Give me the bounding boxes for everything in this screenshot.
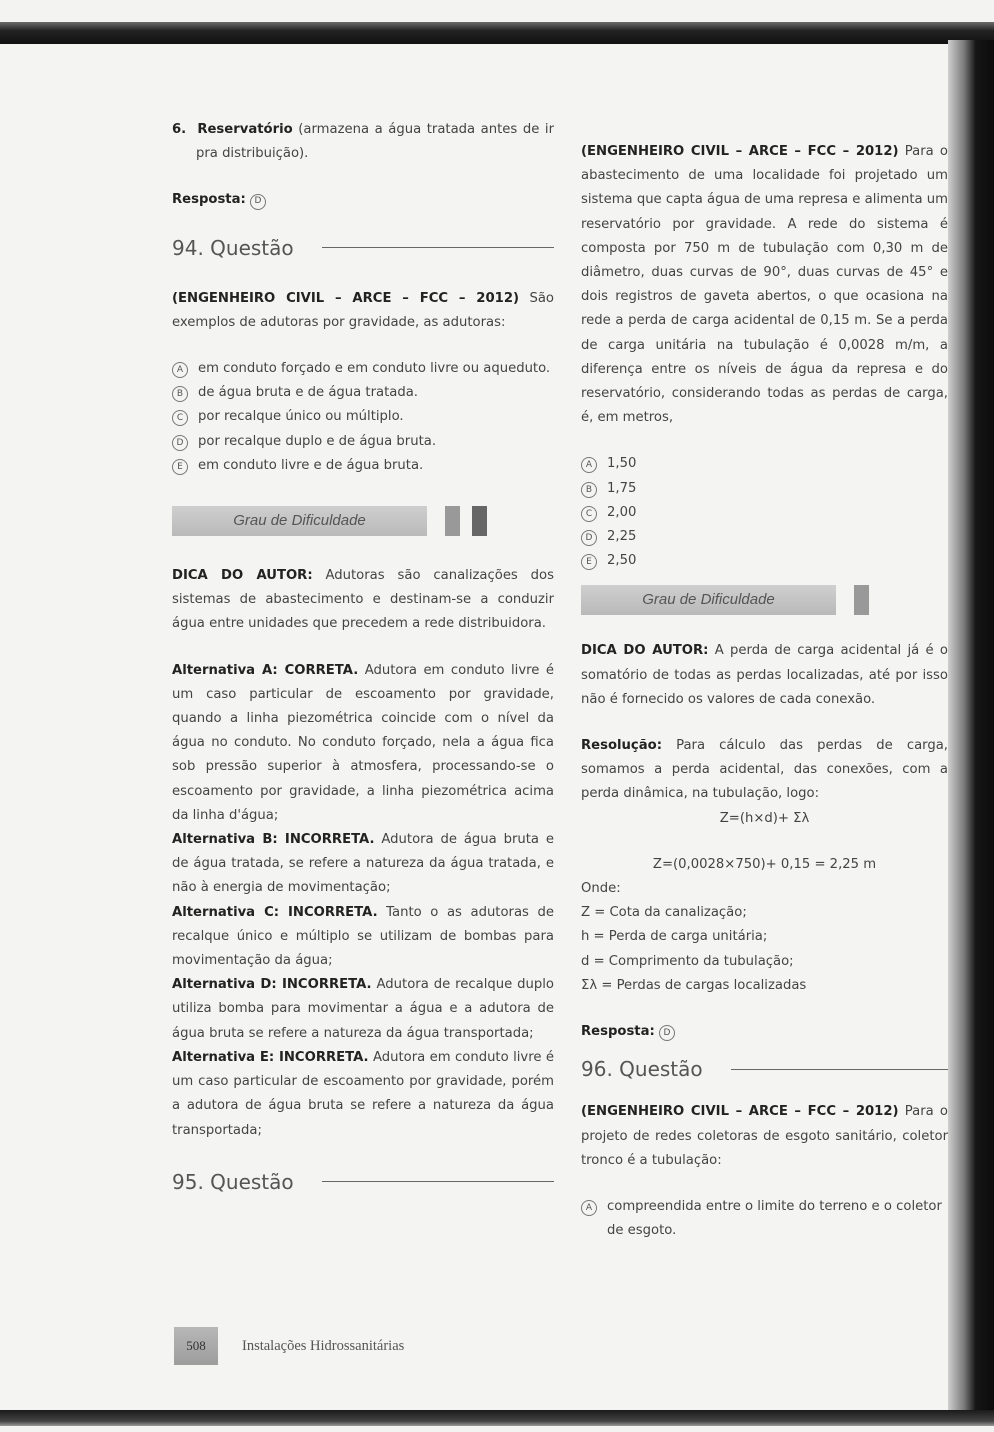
question-95-heading: [172, 1165, 554, 1199]
difficulty-block: [445, 506, 460, 536]
answer-95: [581, 1020, 948, 1044]
heading-rule: [322, 1181, 554, 1182]
item-6-number: 6.: [172, 122, 187, 137]
alternative-label: Alternativa B: INCORRETA.: [172, 832, 375, 848]
item-6-title: Reservatório: [197, 122, 293, 137]
author-tip: [172, 564, 554, 637]
alternative-label: Alternativa D: INCORRETA.: [172, 977, 372, 993]
option-d[interactable]: [581, 525, 948, 549]
alternative-e: [172, 1046, 554, 1143]
author-tip-label: DICA DO AUTOR:: [581, 643, 709, 659]
alternative-label: Alternativa C: INCORRETA.: [172, 904, 378, 920]
difficulty-indicator: [581, 583, 948, 617]
option-b[interactable]: [581, 477, 948, 501]
formula-computed: Z=(0,0028×750)+ 0,15 = 2,25 m: [652, 856, 877, 872]
option-text: por recalque duplo e de água bruta.: [198, 433, 437, 449]
option-letter: A: [172, 362, 188, 378]
alternative-text: Adutora de recalque duplo utiliza bomba para movimentar a água e a adutora de água bruta se refere a natureza da água transportada;: [172, 977, 554, 1041]
option-text: 1,75: [607, 480, 637, 496]
alternative-label: Alternativa A: CORRETA.: [172, 662, 359, 678]
option-letter: D: [581, 530, 597, 546]
option-text: compreendida entre o limite do terreno e o coletor de esgoto.: [607, 1198, 942, 1239]
option-a[interactable]: [581, 452, 948, 476]
option-letter: E: [172, 459, 188, 475]
onde-label: Onde:: [581, 881, 621, 897]
alternative-text: Adutora de água bruta e de água tratada, se refere a natureza da água tratada, e não à energia de movimentação;: [172, 832, 554, 896]
item-6-text: (armazena a água tratada antes de ir pra distribuição).: [196, 122, 554, 162]
option-letter: B: [172, 386, 188, 402]
option-letter: D: [172, 435, 188, 451]
book-title: Instalações Hidrossanitárias: [242, 1337, 405, 1354]
difficulty-block: [472, 506, 487, 536]
alternative-d: [172, 973, 554, 1046]
difficulty-label: Grau de Dificuldade: [581, 585, 836, 615]
heading-rule: [731, 1069, 948, 1070]
definition: h = Perda de carga unitária;: [581, 929, 768, 945]
question-96-title: 96. Questão: [581, 1057, 703, 1082]
question-95-text: Para o abastecimento de uma localidade foi projetado um sistema que capta água de uma represa e alimenta um reservatório por gravidade. A rede do sistema é composta por 750 m de tubulação com 0,30 m de diâmetro, duas curvas de 90°, duas curvas de 45° e dois registros de gaveta abertos, o que ocasiona na rede a perda de carga acidental de 0,15 m. Se a perda de carga unitária na tubulação é 0,0028 m/m, a diferença entre os níveis de água da represa e do reservatório, considerando todas as perdas de carga, é, em metros,: [581, 144, 948, 426]
option-text: 2,00: [607, 504, 637, 520]
resolution-label: Resolução:: [581, 738, 662, 754]
question-95-title: 95. Questão: [172, 1169, 294, 1194]
question-94-text: São exemplos de adutoras por gravidade, as adutoras:: [172, 290, 554, 330]
question-95-statement: [581, 140, 948, 430]
difficulty-block: [854, 585, 869, 615]
right-column: [581, 140, 948, 1243]
alternative-text: Tanto o as adutoras de recalque único e múltiplo se utilizam de bombas para movimentação da água;: [172, 904, 554, 969]
resolution: [581, 734, 948, 807]
option-letter: A: [581, 457, 597, 473]
difficulty-label: Grau de Dificuldade: [172, 506, 427, 536]
option-c[interactable]: [581, 501, 948, 525]
scan-border-bottom: [0, 1410, 994, 1426]
option-d[interactable]: [172, 430, 554, 454]
option-letter: A: [581, 1200, 597, 1216]
scan-border-top: [0, 22, 994, 44]
alternative-b: [172, 828, 554, 901]
question-95-source: (ENGENHEIRO CIVIL – ARCE – FCC – 2012): [581, 144, 899, 159]
author-tip-label: DICA DO AUTOR:: [172, 568, 313, 584]
option-c[interactable]: [172, 405, 554, 429]
question-96-text: Para o projeto de redes coletoras de esgoto sanitário, coletor tronco é a tubulação:: [581, 1104, 948, 1168]
page-footer: [174, 1327, 404, 1365]
alternative-c: [172, 901, 554, 974]
option-text: por recalque único ou múltiplo.: [198, 409, 404, 425]
option-text: em conduto livre e de água bruta.: [198, 457, 424, 473]
author-tip: [581, 639, 948, 712]
option-letter: C: [172, 410, 188, 426]
alternative-text: Adutora em conduto livre é um caso particular de escoamento por gravidade, porém a adutora de água bruta se refere a natureza da água transportada;: [172, 1049, 554, 1138]
option-a[interactable]: [581, 1195, 948, 1243]
definition: Σλ = Perdas de cargas localizadas: [581, 977, 807, 993]
question-95-options: [581, 452, 948, 573]
question-94-source: (ENGENHEIRO CIVIL – ARCE – FCC – 2012): [172, 290, 520, 306]
definition: d = Comprimento da tubulação;: [581, 953, 794, 969]
difficulty-indicator: [172, 504, 554, 538]
question-94-title: 94. Questão: [172, 235, 294, 260]
definition: Z = Cota da canalização;: [581, 905, 747, 921]
option-text: em conduto forçado e em conduto livre ou aqueduto.: [198, 361, 551, 377]
option-letter: C: [581, 506, 597, 522]
option-a[interactable]: [172, 357, 554, 381]
item-6: [172, 118, 554, 166]
question-96-statement: [581, 1100, 948, 1173]
option-e[interactable]: [172, 454, 554, 478]
option-text: 1,50: [607, 456, 637, 472]
formula-general: Z=(h×d)+ Σλ: [719, 810, 810, 826]
question-94-options: [172, 357, 554, 478]
answer-circle: D: [250, 194, 266, 210]
alternative-label: Alternativa E: INCORRETA.: [172, 1049, 369, 1065]
option-text: de água bruta e de água tratada.: [198, 385, 418, 401]
option-letter: B: [581, 482, 597, 498]
answer-label: Resposta:: [172, 192, 246, 208]
left-column: [172, 118, 554, 1199]
page-number: 508: [174, 1327, 218, 1365]
scan-border-right: [948, 40, 994, 1412]
heading-rule: [322, 247, 554, 248]
option-letter: E: [581, 554, 597, 570]
answer-label: Resposta:: [581, 1024, 655, 1040]
option-text: 2,25: [607, 529, 637, 545]
option-b[interactable]: [172, 381, 554, 405]
resolution-text: Para cálculo das perdas de carga, somamos a perda acidental, das conexões, com a perda dinâmica, na tubulação, logo:: [581, 738, 948, 802]
question-94-heading: [172, 231, 554, 265]
alternative-text: Adutora em conduto livre é um caso particular de escoamento por gravidade, quando a linha piezométrica coincide com o nível da água no conduto. No conduto forçado, nela a água fica sob pressão superior à atmosfera, processando-se o escoamento por gravidade, a linha piezométrica acima da linha d'água;: [172, 662, 554, 823]
answer-circle: D: [659, 1025, 675, 1041]
question-94-statement: [172, 287, 554, 335]
option-e[interactable]: [581, 549, 948, 573]
question-96-heading: [581, 1052, 948, 1086]
option-text: 2,50: [607, 553, 637, 569]
question-96-source: (ENGENHEIRO CIVIL – ARCE – FCC – 2012): [581, 1104, 899, 1120]
alternative-a: [172, 659, 554, 828]
answer-93: [172, 188, 554, 212]
author-tip-text: Adutoras são canalizações dos sistemas de abastecimento e destinam-se a conduzir água entre unidades que precedem a rede distribuidora.: [172, 568, 554, 632]
author-tip-text: A perda de carga acidental já é o somatório de todas as perdas localizadas, até por isso não é fornecido os valores de cada conexão.: [581, 643, 948, 707]
